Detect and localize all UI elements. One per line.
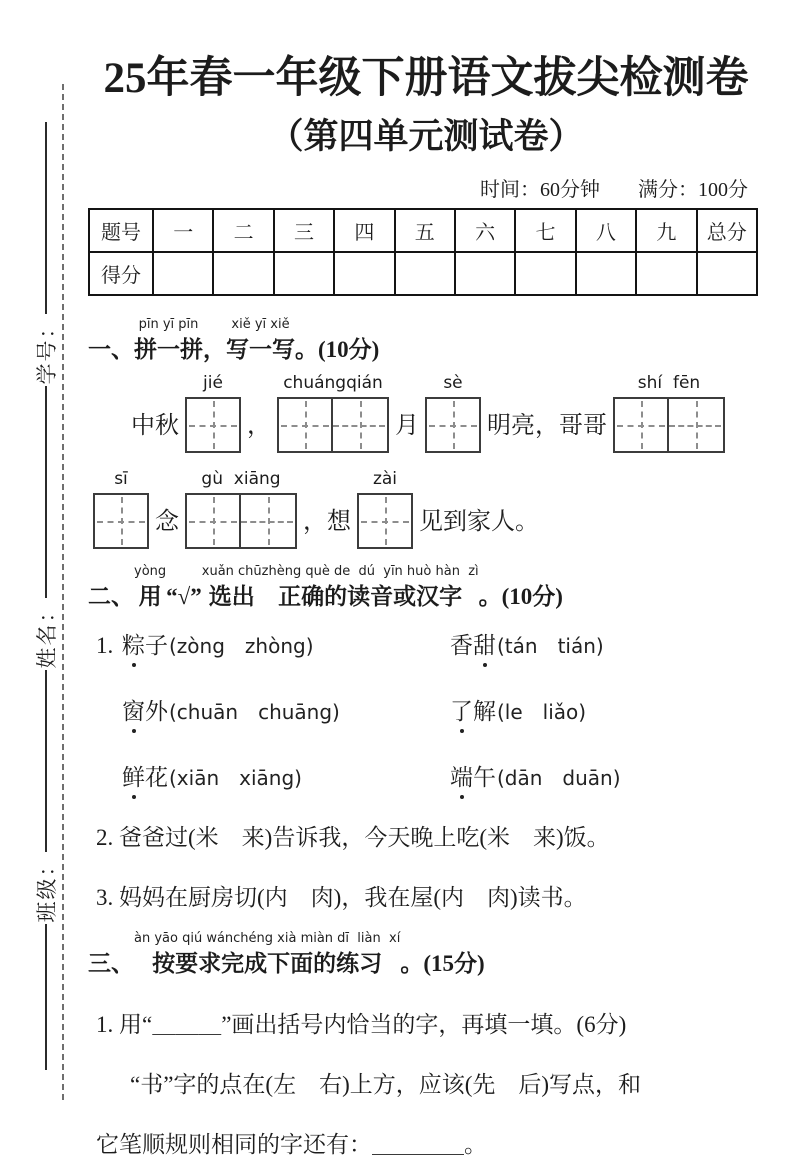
score-cell-empty — [576, 252, 636, 295]
pinyin-text — [519, 565, 523, 581]
writing-box-group — [185, 375, 241, 453]
word-choice-item — [424, 693, 764, 726]
score-table-score-row — [89, 252, 757, 295]
word-char-emphasized: 甜 — [473, 627, 496, 660]
pinyin-text: xuǎn chū — [201, 564, 262, 580]
section-three-item-1: 1. 用“＿＿＿”画出括号内恰当的字，再填一填。(6分) — [96, 1011, 627, 1037]
heading-text: 选出 — [208, 584, 255, 610]
pinyin-text: zài — [372, 469, 398, 490]
heading-text: 。(15分) — [400, 950, 485, 976]
student-info-strip — [26, 122, 66, 1082]
pinyin-text — [440, 932, 444, 948]
word-char-emphasized: 窗 — [122, 693, 145, 726]
tianzige-box — [185, 493, 241, 549]
tianzige-box — [357, 493, 413, 549]
writing-box-group — [613, 375, 725, 453]
pinyin-text: xiě yī xiě — [231, 317, 290, 333]
word-char: 花 — [145, 764, 168, 790]
heading-segment — [203, 318, 226, 365]
name-blank-line — [45, 386, 47, 598]
writing-box-cells — [185, 493, 297, 549]
pinyin-text — [212, 318, 216, 334]
tianzige-box — [241, 493, 297, 549]
score-header-cell: 八 — [576, 209, 636, 252]
pinyin-text: àn yāo qiú wánchéng xià miàn dī liàn xí — [134, 930, 401, 946]
score-cell-empty — [153, 252, 213, 295]
score-cell-empty — [213, 252, 273, 295]
heading-segment — [400, 932, 484, 979]
heading-text: 。(10分) — [295, 337, 380, 363]
page-title: 25年春一年级下册语文拔尖检测卷 — [103, 55, 749, 102]
section-two-word-choices — [88, 627, 764, 792]
score-header-cell: 一 — [153, 209, 213, 252]
item-number: 1. — [96, 632, 114, 658]
score-header-cell: 九 — [636, 209, 696, 252]
pinyin-text: gù xiāng — [201, 469, 281, 490]
section-three-heading — [88, 932, 764, 979]
section-one-heading — [88, 318, 764, 365]
word-choice-item — [96, 627, 424, 660]
student-id-blank-line — [45, 122, 47, 314]
word-char-emphasized: 端 — [450, 759, 473, 792]
name-label — [26, 598, 66, 670]
writing-line-text: 念 — [155, 508, 179, 535]
choice-options: (dān duān) — [497, 765, 621, 790]
heading-text: 一、 — [88, 337, 134, 363]
exam-info-line — [88, 173, 764, 202]
heading-text: ， — [203, 337, 226, 363]
writing-line-text: ， — [247, 412, 271, 439]
pinyin-text: shí fēn — [637, 373, 701, 394]
section-three-item-1-line-2: “书”字的点在(左 右)上方，应该(先 后)写点，和 — [130, 1071, 642, 1097]
score-header-cell: 四 — [334, 209, 394, 252]
score-cell-empty — [697, 252, 757, 295]
heading-segment — [134, 565, 166, 612]
score-header-cell: 六 — [455, 209, 515, 252]
score-header-cell: 题号 — [89, 209, 153, 252]
heading-segment — [262, 565, 479, 612]
writing-box-cells — [357, 493, 413, 549]
tianzige-box — [277, 397, 333, 453]
section-one-writing-line-1 — [88, 375, 764, 453]
heading-segment — [88, 318, 134, 365]
pinyin-text — [182, 565, 186, 581]
writing-box-cells — [185, 397, 241, 453]
heading-segment — [166, 565, 202, 612]
choice-options: (tán tián) — [497, 633, 604, 658]
score-header-cell: 五 — [395, 209, 455, 252]
heading-segment — [134, 318, 203, 365]
tianzige-box — [185, 397, 241, 453]
pinyin-text: pīn yī pīn — [138, 317, 199, 333]
page-subtitle: （第四单元测试卷） — [268, 117, 584, 157]
heading-segment — [88, 932, 134, 979]
section-two-heading — [88, 565, 764, 612]
word-char-emphasized: 了 — [450, 693, 473, 726]
heading-segment — [295, 318, 379, 365]
section-three-item-1-line-3: 它笔顺规则相同的字还有：＿＿＿＿。 — [96, 1131, 487, 1157]
pinyin-text: chuángqián — [283, 373, 383, 394]
writing-box-cells — [613, 397, 725, 453]
class-blank-line-bottom — [45, 924, 47, 1070]
word-char-emphasized: 鲜 — [122, 759, 145, 792]
writing-box-group — [357, 471, 413, 549]
choice-word — [122, 627, 168, 660]
word-choice-item — [424, 759, 764, 792]
pinyin-text: sī — [114, 469, 128, 490]
class-blank-line — [45, 670, 47, 852]
writing-box-cells — [425, 397, 481, 453]
word-char-emphasized: 粽 — [122, 627, 145, 660]
student-id-label-text: 学号： — [35, 315, 59, 385]
word-char: 香 — [450, 632, 473, 658]
choice-word — [450, 759, 496, 792]
heading-text: 按要求完成下面的练习 — [152, 950, 383, 976]
pinyin-text — [109, 932, 113, 948]
heading-segment — [226, 318, 295, 365]
score-header-cell: 七 — [515, 209, 575, 252]
pinyin-text — [109, 565, 113, 581]
score-cell-empty — [636, 252, 696, 295]
writing-box-group — [277, 375, 389, 453]
writing-box-group — [93, 471, 149, 549]
full-score-label: 满分：100分 — [638, 179, 748, 202]
choice-options: (le liǎo) — [497, 699, 587, 724]
word-char: 午 — [473, 764, 496, 790]
pinyin-text — [109, 318, 113, 334]
pinyin-text: yòng — [134, 564, 167, 580]
heading-text: 正确的读音或汉字 — [278, 584, 463, 610]
choice-word — [122, 759, 168, 792]
heading-segment — [88, 565, 134, 612]
word-choice-item — [96, 693, 424, 726]
section-two-item-3: 3. 妈妈在厨房切(内 肉)，我在屋(内 肉)读书。 — [96, 884, 587, 910]
writing-box-cells — [93, 493, 149, 549]
writing-box-group — [185, 471, 297, 549]
writing-line-text: 中秋 — [131, 412, 179, 439]
score-cell-empty — [334, 252, 394, 295]
heading-text: 三、 — [88, 950, 134, 976]
tianzige-box — [93, 493, 149, 549]
score-header-cell: 总分 — [697, 209, 757, 252]
writing-box-cells — [277, 397, 389, 453]
time-limit-label: 时间：60分钟 — [480, 179, 600, 202]
choice-options: (zòng zhòng) — [169, 633, 314, 658]
heading-segment — [202, 565, 262, 612]
writing-line-text: 明亮，哥哥 — [487, 412, 607, 439]
section-one-writing-line-2 — [88, 471, 764, 549]
heading-text: “√” — [166, 584, 202, 610]
choice-word — [450, 627, 496, 660]
writing-line-text: 见到家人。 — [419, 508, 539, 535]
paper-body — [88, 0, 764, 1159]
pinyin-text: zhèng què de dú yīn huò hàn zì — [261, 564, 479, 580]
pinyin-text: sè — [443, 373, 463, 394]
word-choice-item — [424, 627, 764, 660]
writing-line-text: 月 — [395, 412, 419, 439]
score-cell-empty — [515, 252, 575, 295]
pinyin-text: jié — [203, 373, 223, 394]
word-char: 外 — [145, 698, 168, 724]
score-table-header-row — [89, 209, 757, 252]
heading-text: 拼一拼 — [134, 337, 203, 363]
choice-options: (chuān chuāng) — [169, 699, 340, 724]
class-label-text: 班级： — [35, 853, 59, 923]
score-cell-empty — [274, 252, 334, 295]
choice-word — [122, 693, 168, 726]
word-char: 子 — [145, 632, 168, 658]
writing-box-group — [425, 375, 481, 453]
tianzige-box — [613, 397, 669, 453]
heading-segment — [134, 932, 400, 979]
heading-text: 。(10分) — [478, 584, 563, 610]
class-label — [26, 852, 66, 924]
section-two-item-2: 2. 爸爸过(米 来)告诉我，今天晚上吃(米 来)饭。 — [96, 824, 610, 850]
tianzige-box — [669, 397, 725, 453]
tianzige-box — [333, 397, 389, 453]
choice-word — [450, 693, 496, 726]
tianzige-box — [425, 397, 481, 453]
student-id-label — [26, 314, 66, 386]
heading-text: 写一写 — [226, 337, 295, 363]
word-choice-item — [96, 759, 424, 792]
word-char: 解 — [473, 698, 496, 724]
score-header-cell: 二 — [213, 209, 273, 252]
heading-text: 用 — [138, 584, 162, 610]
heading-segment — [479, 565, 563, 612]
writing-line-text: ，想 — [303, 508, 351, 535]
name-label-text: 姓名： — [35, 599, 59, 669]
heading-text: 二、 — [88, 584, 134, 610]
score-cell-empty — [455, 252, 515, 295]
choice-options: (xiān xiāng) — [169, 765, 302, 790]
score-table — [88, 208, 758, 296]
score-header-cell: 三 — [274, 209, 334, 252]
score-row-label: 得分 — [89, 252, 153, 295]
score-cell-empty — [395, 252, 455, 295]
pinyin-text — [335, 318, 339, 334]
